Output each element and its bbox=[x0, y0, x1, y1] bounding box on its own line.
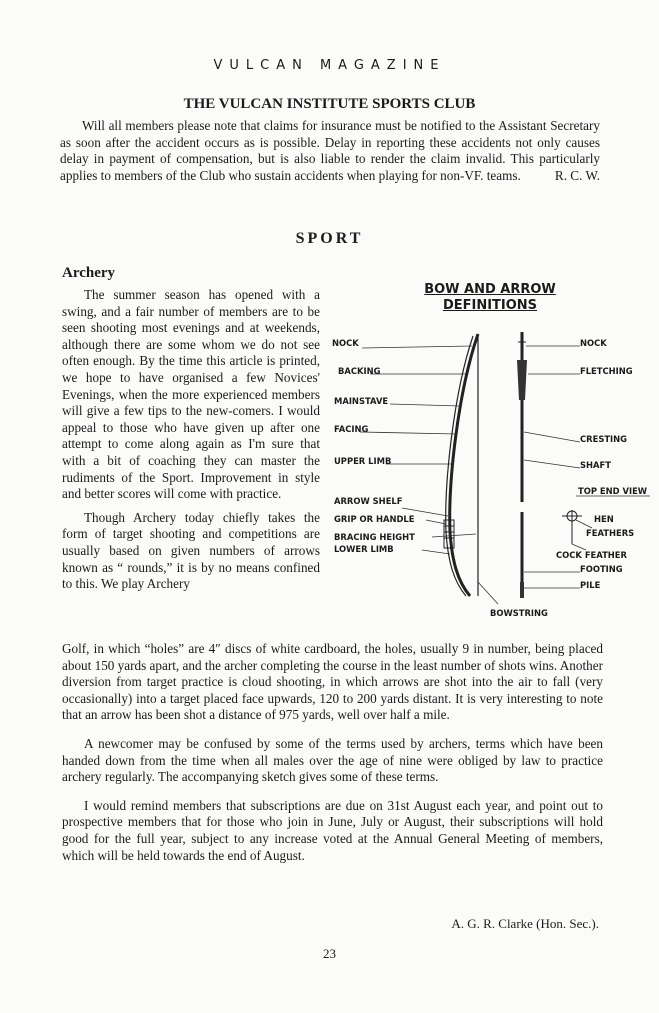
diagram-title-line1: BOW AND ARROW bbox=[424, 282, 556, 297]
label-feathers: FEATHERS bbox=[586, 528, 635, 538]
label-arrow-nock: NOCK bbox=[580, 338, 607, 348]
signature: A. G. R. Clarke (Hon. Sec.). bbox=[451, 916, 599, 931]
club-initials: R. C. W. bbox=[554, 167, 600, 183]
archery-full-width bbox=[62, 641, 603, 864]
page-number: 23 bbox=[323, 946, 336, 961]
label-arrow-shelf: ARROW SHELF bbox=[334, 496, 403, 506]
label-cock-feather: COCK FEATHER bbox=[556, 550, 627, 560]
archery-para-2-continued: Golf, in which “holes” are 4″ discs of white cardboard, the holes, usually 9 in number, being placed about 150 yards apart, and the archer completing the course in the least number of shots wins. Another diversion from target practice is cloud shooting, in which arrows are shot into the air to fall (very occasionally) into a target placed face upwards, 120 to 200 yards distant. It is very interesting to note that an arrow has been shot a distance of 975 yards, well over half a mile. bbox=[62, 641, 603, 723]
label-shaft: SHAFT bbox=[580, 460, 611, 470]
label-backing: BACKING bbox=[338, 366, 381, 376]
archery-column bbox=[62, 287, 320, 593]
label-facing: FACING bbox=[334, 424, 369, 434]
label-cresting: CRESTING bbox=[580, 434, 628, 444]
archery-para-4: I would remind members that subscriptions are due on 31st August each year, and point out to prospective members that for those who join in June, July or August, their subscriptions will hold good for the full year, subject to any increase voted at the Annual General Meeting of members, which will be held towards the end of August. bbox=[62, 797, 603, 863]
diagram-title-line2: DEFINITIONS bbox=[442, 298, 538, 313]
club-notice-text: Will all members please note that claims for insurance must be notified to the Assistant Secretary as soon after the accident occurs as is possible. Delay in reporting these accidents not only causes delay in payment of compensation, but is also liable to render the claim invalid. This particularly applies to members of the Club who sustain accidents when playing for non-VF. teams. R. C. W. bbox=[60, 118, 600, 183]
club-title: THE VULCAN INSTITUTE SPORTS CLUB bbox=[183, 96, 476, 112]
label-upper-limb: UPPER LIMB bbox=[334, 456, 392, 466]
label-lower-limb: LOWER LIMB bbox=[334, 544, 394, 554]
label-footing: FOOTING bbox=[580, 564, 623, 574]
magazine-header: VULCAN MAGAZINE bbox=[213, 58, 446, 73]
label-top-end-view: TOP END VIEW bbox=[578, 486, 648, 496]
archery-para-3: A newcomer may be confused by some of the terms used by archers, terms which have been handed down from the time when all males over the age of nine were obliged by law to practice archery regularly. The accompanying sketch gives some of these terms. bbox=[62, 735, 603, 785]
label-bracing-height: BRACING HEIGHT bbox=[334, 532, 415, 542]
club-notice bbox=[60, 118, 600, 184]
archery-heading: Archery bbox=[62, 265, 116, 281]
label-hen: HEN bbox=[594, 514, 614, 524]
label-fletching: FLETCHING bbox=[580, 366, 633, 376]
sport-title: SPORT bbox=[295, 230, 364, 247]
label-pile: PILE bbox=[580, 580, 601, 590]
label-bowstring: BOWSTRING bbox=[490, 608, 548, 618]
archery-para-1: The summer season has opened with a swing, and a fair number of members are to be seen shooting most evenings and at weekends, although there are some whom we do not see often enough. By the time this article is printed, we hope to have organised a few Novices' Evenings, when the more experienced members will give a few tips to the new-comers. I would appeal to those who have given up after one attempt to come along again as I'm sure that with a bit of coaching they can master the rudiments of the Sport. Improvement in style and better scores will come with practice. bbox=[62, 287, 320, 502]
bow-arrow-diagram bbox=[330, 282, 655, 624]
label-mainstave: MAINSTAVE bbox=[334, 396, 389, 406]
archery-para-2-start: Though Archery today chiefly takes the form of target shooting and competitions are usually based on given numbers of arrows known as “ rounds,” it is by no means confined to this. We play Archery bbox=[62, 509, 320, 592]
label-nock: NOCK bbox=[332, 338, 359, 348]
label-grip-or-handle: GRIP OR HANDLE bbox=[334, 514, 415, 524]
